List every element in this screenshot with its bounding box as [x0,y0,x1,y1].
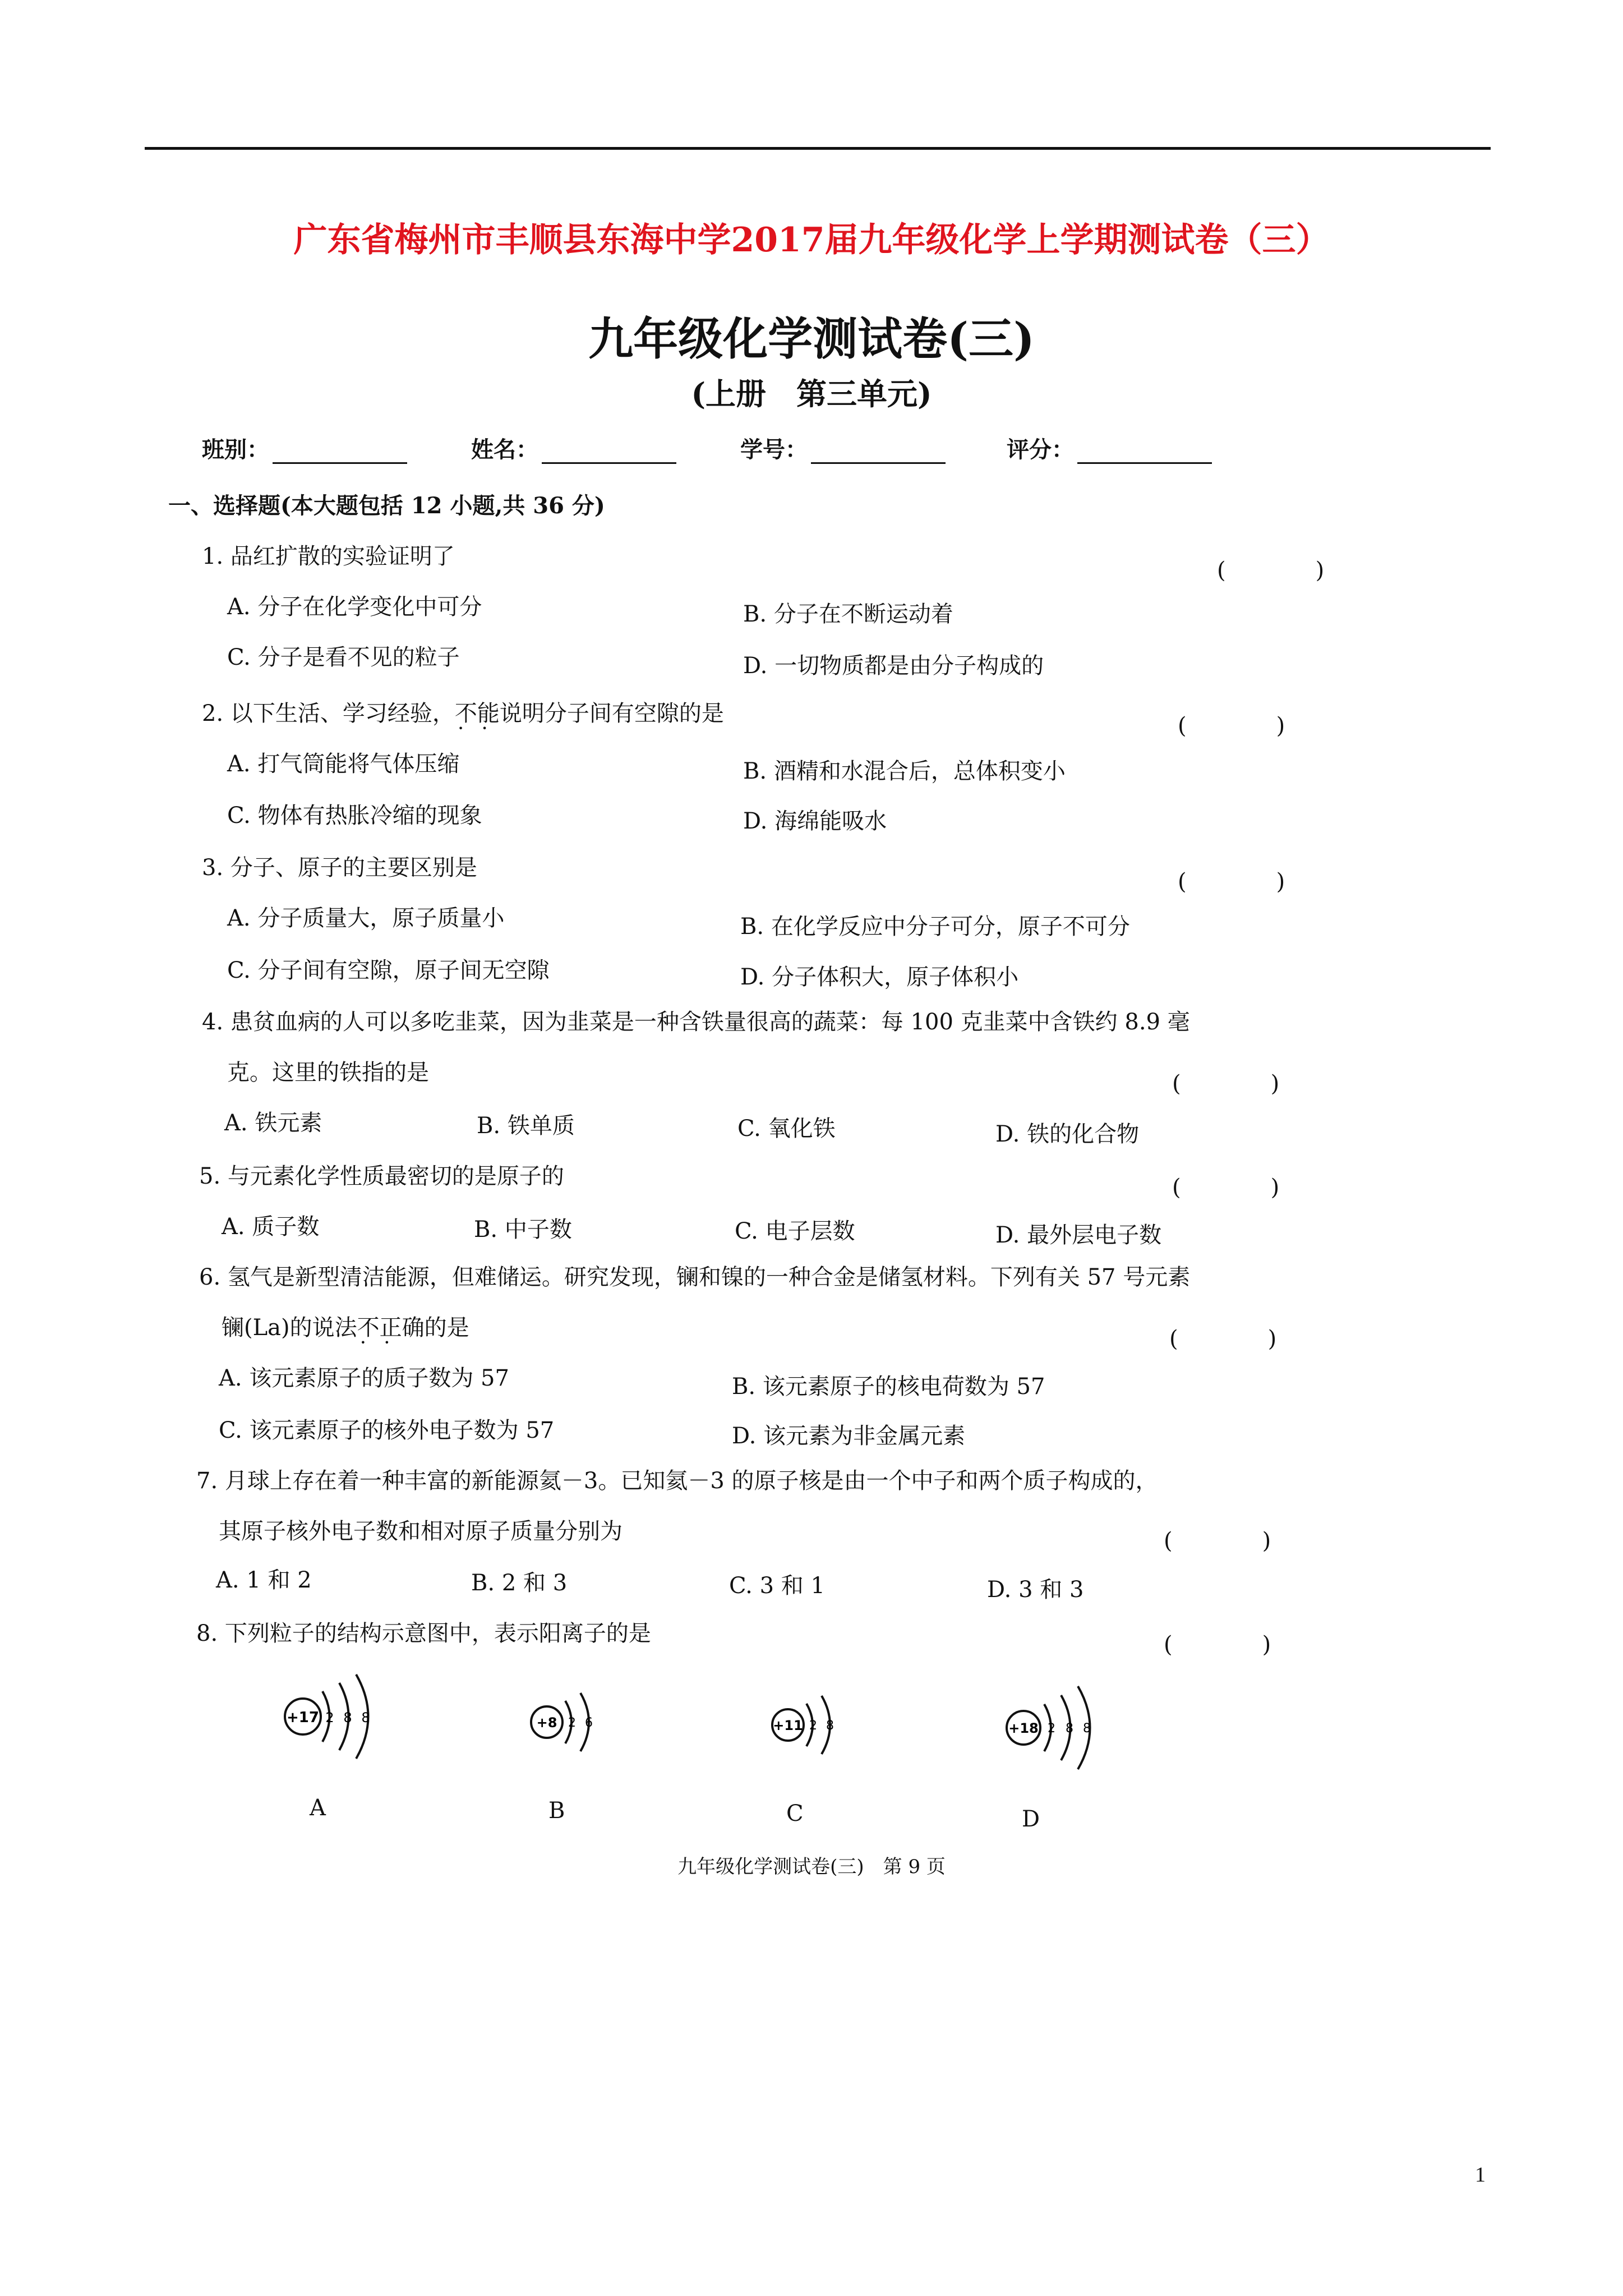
question-6-stem-cont: 镧(La)的说法不正确 • •的是 [222,1310,469,1342]
page-number: 1 [1475,2163,1486,2187]
option: A. 该元素原子的质子数为 57 [219,1365,509,1391]
exam-title: 九年级化学测试卷(三) [588,312,1035,365]
nucleus-charge: +17 [287,1709,319,1726]
option: B. 该元素原子的核电荷数为 57 [732,1374,1045,1400]
answer-paren[interactable]: ( ) [1178,869,1319,895]
option: D. 该元素为非金属元素 [732,1423,966,1449]
option: B. 酒精和水混合后，总体积变小 [743,758,1066,784]
atom-label-d: D [1022,1806,1040,1832]
shell-electrons: 2 [568,1716,576,1730]
option: C. 电子层数 [735,1218,855,1244]
emphasis-dots: 不正确 • • [357,1315,425,1341]
option: C. 3 和 1 [729,1573,825,1599]
atom-diagram-d [993,1672,1122,1784]
name-label: 姓名： [471,436,538,463]
score-blank[interactable] [1077,441,1212,464]
id-field[interactable] [740,432,946,464]
option: C. 物体有热胀冷缩的现象 [227,803,482,829]
answer-paren[interactable]: ( ) [1172,1071,1313,1097]
exam-subtitle: (上册 第三单元) [691,376,932,412]
option: C. 该元素原子的核外电子数为 57 [219,1418,555,1443]
answer-paren[interactable]: ( ) [1169,1326,1311,1352]
shell-electrons: 2 [809,1719,817,1733]
answer-paren[interactable]: ( ) [1164,1528,1305,1554]
atom-diagram-c [757,1674,858,1770]
id-label: 学号： [740,436,808,463]
class-blank[interactable] [273,441,407,464]
question-1-stem: 1. 品红扩散的实验证明了 [202,544,455,569]
option: B. 2 和 3 [471,1570,568,1596]
atom-label-b: B [548,1798,565,1824]
option: A. 打气筒能将气体压缩 [227,751,460,777]
score-label: 评分： [1007,436,1074,463]
option: A. 分子质量大，原子质量小 [227,905,505,931]
option: D. 分子体积大，原子体积小 [740,964,1019,990]
atom-label-a: A [310,1795,326,1821]
score-field[interactable] [1007,432,1212,464]
question-7-stem: 7. 月球上存在着一种丰富的新能源氦－3。已知氦－3 的原子核是由一个中子和两个质子构成的， [196,1468,1158,1494]
option: C. 氧化铁 [737,1116,836,1142]
question-8-stem: 8. 下列粒子的结构示意图中，表示阳离子的是 [196,1621,651,1646]
document-red-title: 广东省梅州市丰顺县东海中学2017届九年级化学上学期测试卷（三） [293,220,1330,260]
option: D. 铁的化合物 [995,1121,1140,1147]
shell-electrons: 6 [585,1716,593,1730]
option: A. 分子在化学变化中可分 [227,594,482,620]
option: C. 分子是看不见的粒子 [227,645,460,670]
shell-electrons: 8 [1083,1722,1091,1736]
name-blank[interactable] [542,441,676,464]
nucleus-charge: +11 [773,1718,803,1733]
atom-label-c: C [786,1801,804,1826]
option: A. 1 和 2 [216,1567,312,1593]
option: B. 中子数 [474,1217,572,1243]
question-4-stem-cont: 克。这里的铁指的是 [227,1060,429,1085]
nucleus-charge: +18 [1008,1720,1039,1736]
answer-paren[interactable]: ( ) [1164,1632,1305,1658]
nucleus-charge: +8 [536,1715,557,1731]
class-label: 班别： [202,436,269,463]
name-field[interactable] [471,432,676,464]
option: A. 质子数 [222,1214,320,1240]
option: D. 最外层电子数 [995,1222,1162,1248]
shell-electrons: 8 [361,1710,370,1726]
option: D. 3 和 3 [987,1577,1084,1603]
emphasis-dots: 不能 • • [455,701,500,726]
shell-electrons: 2 [1048,1722,1055,1736]
option: A. 铁元素 [224,1110,322,1136]
question-6-stem: 6. 氢气是新型清洁能源，但难储运。研究发现，镧和镍的一种合金是储氢材料。下列有关 57 号元素 [199,1264,1191,1290]
question-5-stem: 5. 与元素化学性质最密切的是原子的 [199,1163,564,1189]
answer-paren[interactable]: ( ) [1217,558,1358,583]
answer-paren[interactable]: ( ) [1178,713,1319,739]
option: B. 分子在不断运动着 [743,601,953,627]
top-rule [145,147,1491,150]
section-heading: 一、选择题(本大题包括 12 小题,共 36 分) [168,493,605,519]
atom-diagram-b [516,1677,617,1767]
shell-electrons: 8 [343,1710,352,1726]
shell-electrons: 8 [826,1719,834,1733]
shell-electrons: 2 [325,1710,334,1726]
question-7-stem-cont: 其原子核外电子数和相对原子质量分别为 [219,1519,623,1544]
option: B. 在化学反应中分子可分，原子不可分 [740,914,1130,940]
page-footer: 九年级化学测试卷(三) 第 9 页 [677,1856,946,1878]
question-2-stem: 2. 以下生活、学习经验，不能 • •说明分子间有空隙的是 [202,696,724,728]
atom-diagram-a [269,1660,398,1773]
option: D. 一切物质都是由分子构成的 [743,653,1044,679]
option: B. 铁单质 [477,1113,575,1139]
shell-electrons: 8 [1066,1722,1073,1736]
question-4-stem: 4. 患贫血病的人可以多吃韭菜，因为韭菜是一种含铁量很高的蔬菜：每 100 克韭菜中含铁约 8.9 毫 [202,1009,1190,1035]
question-3-stem: 3. 分子、原子的主要区别是 [202,855,477,881]
option: C. 分子间有空隙，原子间无空隙 [227,958,550,983]
id-blank[interactable] [811,441,946,464]
answer-paren[interactable]: ( ) [1172,1175,1313,1200]
class-field[interactable] [202,432,407,464]
option: D. 海绵能吸水 [743,808,887,834]
